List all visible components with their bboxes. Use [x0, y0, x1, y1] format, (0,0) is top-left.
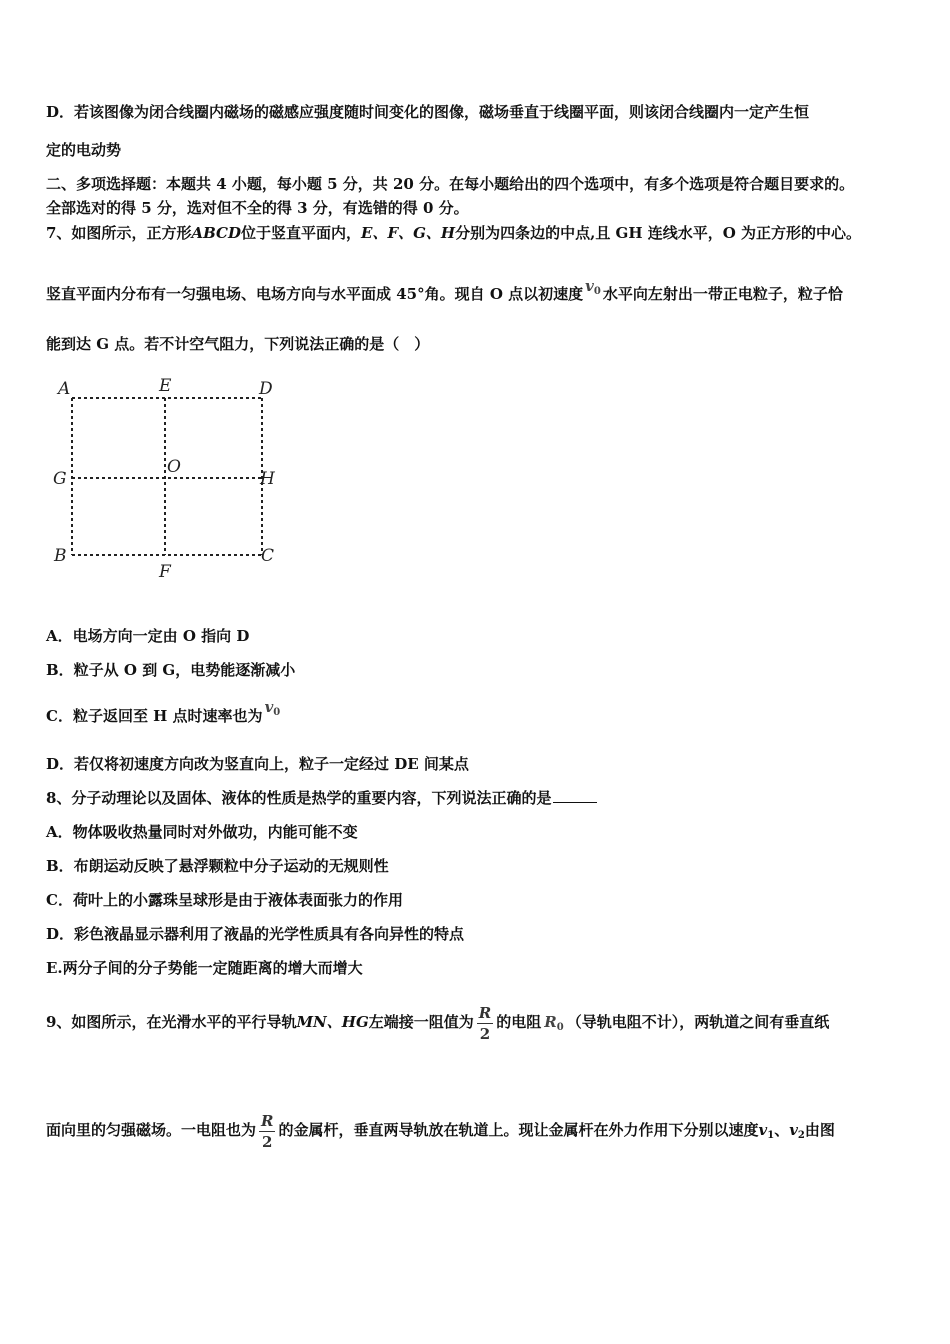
label-g: G	[53, 469, 67, 489]
label-e: E	[159, 376, 172, 396]
label-a: A	[58, 379, 71, 399]
q7-stem-line3: 能到达 G 点。若不计空气阻力，下列说法正确的是（ ）	[46, 335, 430, 353]
q7-stem-text: 竖直平面内分布有一匀强电场、电场方向与水平面成 45°角。现自 O 点以初速度	[46, 285, 584, 303]
label-d: D	[259, 379, 273, 399]
label-f: F	[159, 562, 171, 582]
q9-stem-line2: 面向里的匀强磁场。一电阻也为 $\frac{R}{2}$ 的金属杆，垂直两导轨放在轨道上。现让金属杆在外力作用下分别以速度$v_1$、$v_2$由图	[46, 1111, 835, 1151]
q7-option-a: A．电场方向一定由 O 指向 D	[46, 627, 250, 645]
q8-option-d: D．彩色液晶显示器利用了液晶的光学性质具有各向异性的特点	[46, 925, 465, 943]
label-b: B	[54, 546, 67, 566]
q8-option-e: E.两分子间的分子势能一定随距离的增大而增大	[46, 959, 363, 977]
q9-stem-line1: 9、如图所示，在光滑水平的平行导轨MN、HG左端接一阻值为 $\frac{R}{2}$ 的电阻 $R_0$ （导轨电阻不计），两轨道之间有垂直纸	[46, 1003, 830, 1043]
label-h: H	[260, 469, 275, 489]
q9-rails: MN、HG	[296, 1013, 369, 1031]
q8-stem: 8、分子动理论以及固体、液体的性质是热学的重要内容，下列说法正确的是	[46, 788, 597, 808]
label-c: C	[261, 546, 275, 566]
q6-option-d-line2: 定的电动势	[46, 141, 122, 159]
answer-blank	[553, 788, 597, 803]
q7-option-d: D．若仅将初速度方向改为竖直向上，粒子一定经过 DE 间某点	[46, 755, 469, 773]
v0-symbol: $v_0$	[585, 277, 601, 297]
q7-stem-text: 位于竖直平面内，	[241, 224, 362, 242]
q6-option-d-line1: D．若该图像为闭合线圈内磁场的磁感应强度随时间变化的图像，磁场垂直于线圈平面，则该闭合线圈内一定产生恒	[46, 103, 810, 121]
r0-symbol: $R_0$	[544, 1013, 564, 1033]
q8-option-c: C．荷叶上的小露珠呈球形是由于液体表面张力的作用	[46, 891, 403, 909]
v0-symbol: $v_0$	[264, 698, 281, 718]
q7-stem-text: 7、如图所示，正方形	[46, 224, 192, 242]
q8-option-b: B．布朗运动反映了悬浮颗粒中分子运动的无规则性	[46, 857, 389, 875]
section-2-header-line1: 二、多项选择题：本题共 4 小题，每小题 5 分，共 20 分。在每小题给出的四个选项中，有多个选项是符合题目要求的。	[46, 175, 855, 193]
q7-stem-line1	[46, 223, 861, 243]
q7-stem-text: 水平向左射出一带正电粒子，粒子恰	[602, 285, 843, 303]
velocity-v2: $v_2$	[789, 1121, 805, 1141]
fraction-r-over-2: $\frac{R}{2}$	[261, 1111, 274, 1151]
q7-square-name: ABCD	[191, 224, 241, 242]
q7-option-b: B．粒子从 O 到 G，电势能逐渐减小	[46, 661, 296, 679]
q7-midpoints: E、F、G、H	[361, 224, 456, 242]
q7-option-c: C．粒子返回至 H 点时速率也为 $v_0$	[46, 698, 281, 725]
q7-square-figure	[40, 372, 300, 587]
section-2-header-line2: 全部选对的得 5 分，选对但不全的得 3 分，有选错的得 0 分。	[46, 199, 469, 217]
q7-stem-text: 分别为四条边的中点,且 GH 连线水平，O 为正方形的中心。	[455, 224, 862, 242]
fraction-r-over-2: $\frac{R}{2}$	[478, 1003, 492, 1043]
label-o: O	[167, 457, 181, 477]
velocity-v1: $v_1$	[758, 1121, 775, 1141]
q8-option-a: A．物体吸收热量同时对外做功，内能可能不变	[46, 823, 358, 841]
q7-stem-line2	[46, 277, 843, 310]
